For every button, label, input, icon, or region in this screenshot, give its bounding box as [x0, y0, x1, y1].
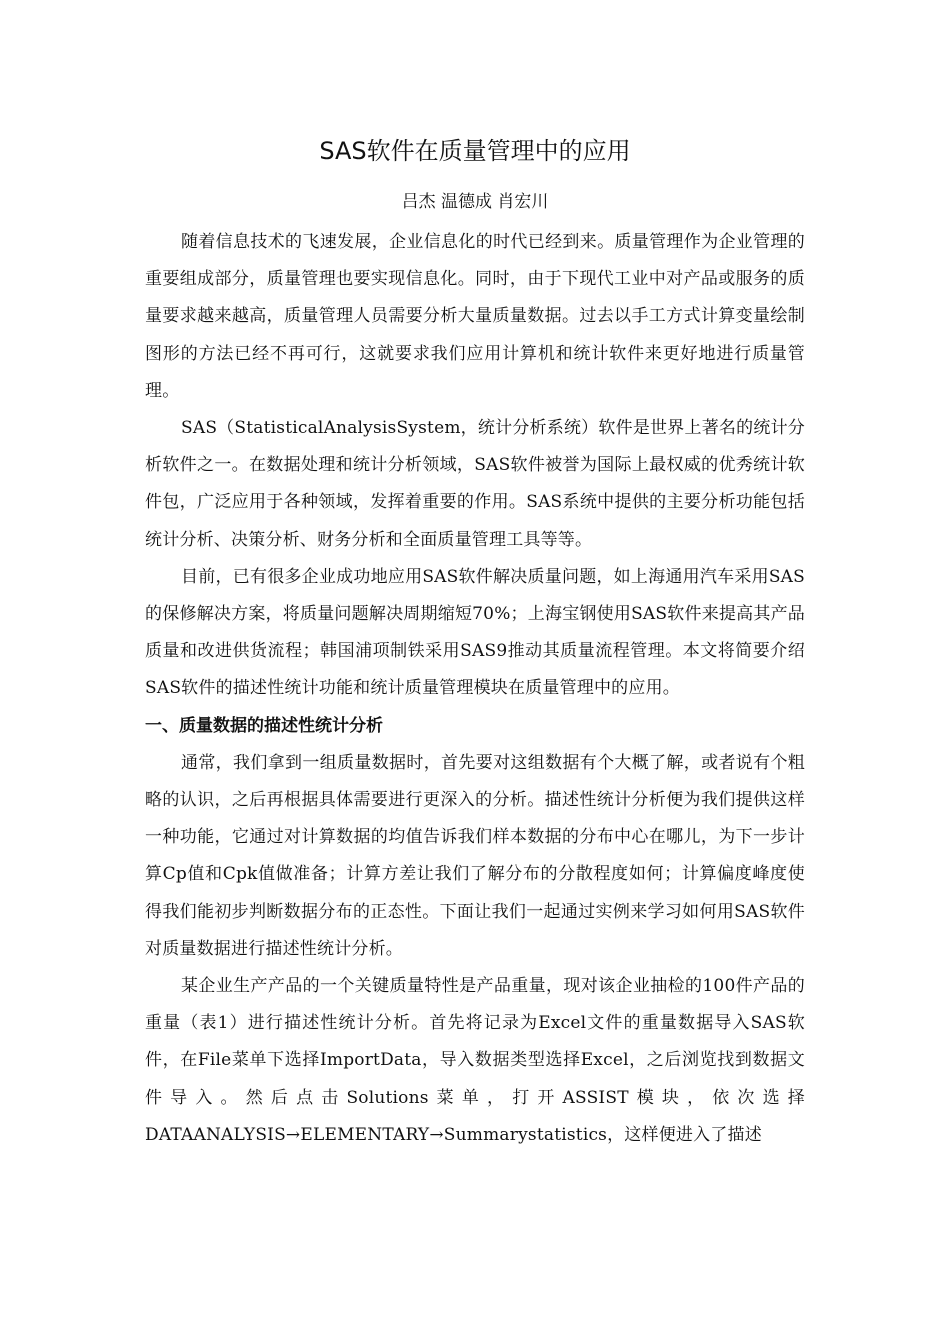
section-heading-1: 一、质量数据的描述性统计分析 [145, 715, 383, 736]
document-body [145, 224, 805, 1154]
paragraph-intro-1: 随着信息技术的飞速发展，企业信息化的时代已经到来。质量管理作为企业管理的重要组成部分，质量管理也要实现信息化。同时，由于下现代工业中对产品或服务的质量要求越来越高，质量管理人员需要分析大量质量数据。过去以手工方式计算变量绘制图形的方法已经不再可行，这就要求我们应用计算机和统计软件来更好地进行质量管理。 [145, 232, 805, 401]
paragraph-section1-2: 某企业生产产品的一个关键质量特性是产品重量，现对该企业抽检的100件产品的重量（表1）进行描述性统计分析。首先将记录为Excel文件的重量数据导入SAS软件，在File菜单下选择ImportData，导入数据类型选择Excel，之后浏览找到数据文件导入。然后点击Solutions菜单，打开ASSIST模块，依次选择DATAANALYSIS→ELEMENTARY→Summarystatistics，这样便进入了描述 [145, 976, 805, 1145]
document-authors: 吕杰 温德成 肖宏川 [401, 192, 549, 212]
paragraph-intro-2: SAS（StatisticalAnalysisSystem，统计分析系统）软件是世界上著名的统计分析软件之一。在数据处理和统计分析领域，SAS软件被誉为国际上最权威的优秀统计软件包，广泛应用于各种领域，发挥着重要的作用。SAS系统中提供的主要分析功能包括统计分析、决策分析、财务分析和全面质量管理工具等等。 [145, 418, 805, 550]
paragraph-intro-3: 目前，已有很多企业成功地应用SAS软件解决质量问题，如上海通用汽车采用SAS的保修解决方案，将质量问题解决周期缩短70%；上海宝钢使用SAS软件来提高其产品质量和改进供货流程；韩国浦项制铁采用SAS9推动其质量流程管理。本文将简要介绍SAS软件的描述性统计功能和统计质量管理模块在质量管理中的应用。 [145, 566, 805, 699]
paragraph-section1-1: 通常，我们拿到一组质量数据时，首先要对这组数据有个大概了解，或者说有个粗略的认识，之后再根据具体需要进行更深入的分析。描述性统计分析便为我们提供这样一种功能，它通过对计算数据的均值告诉我们样本数据的分布中心在哪儿，为下一步计算Cp值和Cpk值做准备；计算方差让我们了解分布的分散程度如何；计算偏度峰度使得我们能初步判断数据分布的正态性。下面让我们一起通过实例来学习如何用SAS软件对质量数据进行描述性统计分析。 [145, 752, 805, 959]
document-title: SAS软件在质量管理中的应用 [319, 137, 631, 165]
